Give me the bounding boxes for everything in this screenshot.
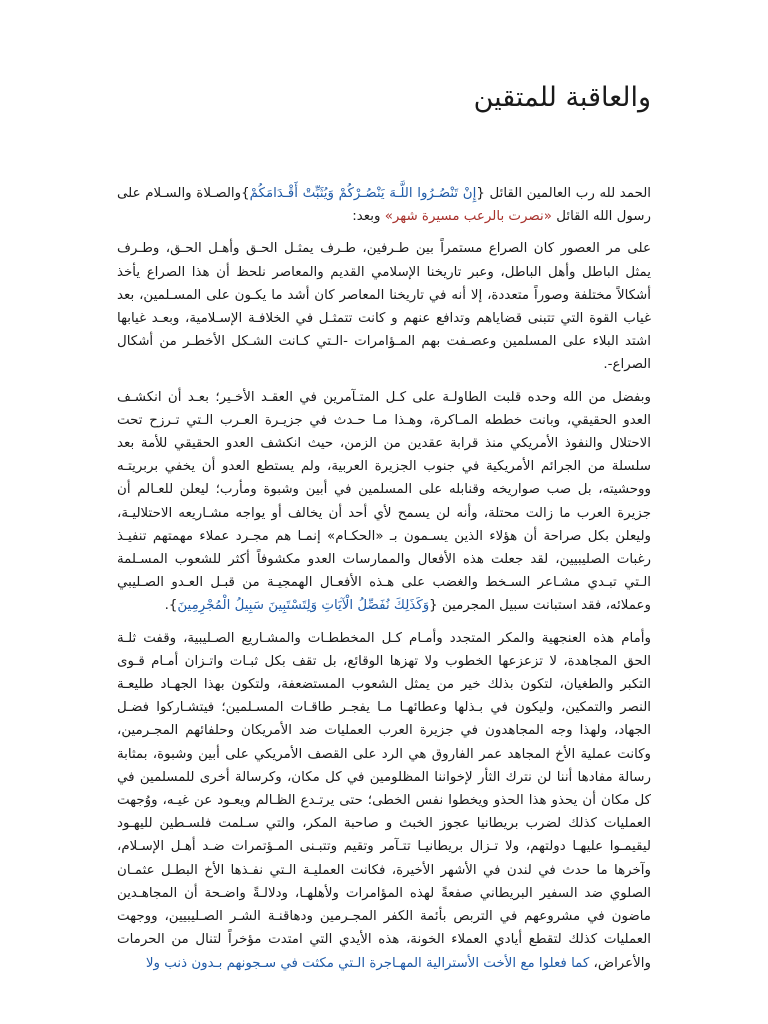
body-text: وبفضل من الله وحده قلبت الطاولـة على كـل المتـآمرين في العقـد الأخـير؛ بعـد أن انكشـف العدو الحقيقي، وبانت خططه المـاكرة، وهـذا مـا حـدث في جزيـرة العـرب الـتي تـرزح تحت الاحتلال والنفوذ الأمريكي منذ قرابة عقدين من الزمن، حيث انكشف العدو الحقيقي للأمة بعد سلسلة من الجرائم الأمريكية في جنوب الجزيرة العربية، ولم يستطع العدو أن يخفي بربريتـه ووحشيته، بل صب صواريخه وقنابله على المسلمين في أبين وشبوة ومأرب؛ ليعلن للعـالم أن جزيرة العرب ما زالت محتلة، وأنه لن يسمح لأي أحد أن يخالف أو يواجه مشـاريعه الاحتلاليـة، وليعلن بكل صراحة أن هؤلاء الذين يسـمون بـ «الحكـام» إنمـا هم مجـرد عملاء مهمتهم تنفيـذ رغبات الصليبيين، لقد جعلت هذه الأفعال والممارسات العدو مكشوفاً أكثر للشعوب المسـلمة الـتي تبـدي مشـاعر السـخط والغضب على هـذه الأفعـال الهمجيـة من قبـل العـدو الصـليبي وعملائه، فقد استبانت سبيل المجرمين { (117, 389, 651, 614)
paragraph-intro (117, 182, 651, 228)
paragraph-body (117, 386, 651, 618)
paragraph-body (117, 627, 651, 975)
quran-verse: وَكَذَلِكَ نُفَصِّلُ الْآيَاتِ وَلِتَسْتَبِينَ سَبِيلُ الْمُجْرِمِينَ (177, 598, 430, 614)
intro-text: }والصـلاة والسـلام على رسول الله القائل (117, 186, 651, 225)
intro-text: الحمد لله رب العالمين القائل { (476, 186, 652, 201)
paragraph-body (117, 237, 651, 376)
body-text: وأمام هذه العنجهية والمكر المتجدد وأمـام كـل المخططـات والمشـاريع الصـليبية، وقفت ثلـة الحق المجاهدة، لا تزعزعها الخطوب ولا تهزها الوقائع، بل تقف بكل ثبـات واتـزان أمـام قـوى التكبر والطغيان، لتكون بذلك خير من يمثل الشعوب المستضعفة، ولتكون بهذا الجهـاد طليعـة النصر والتمكين، وليكون في بـذلها وعطائهـا مـا يفجـر طاقـات المسـلمين؛ فيتشـاركوا فضـل الجهاد، ولهذا وجه المجاهدون في جزيرة العرب العمليات ضد الأمريكان وحلفائهم المجـرمين، وكانت عملية الأخ المجاهد عمر الفاروق هي الرد على القصف الأمريكي على أبين وشبوة، بمثابة رسالة مفادها أننا لن نترك الثأر لإخواننا المظلومين في كل مكان، وكرسالة أخرى للمسلمين في كل مكان أن يحذو هذا الحذو ويخطوا نفس الخطى؛ حتى يرتـدع الظـالم ويعـود عن غيـه، ووُجهت العمليات كذلك لضرب بريطانيا عجوز الخبث و صاحبة المكر، والتي سـلمت فلسـطين لليهـود ليقيمـوا عليهـا دولتهم، ولا تـزال بريطانيـا تتـآمر وتقيم وتتبـنى المـؤتمرات ضـد أهـل الإسـلام، وآخرها ما حدث في لندن في الأشهر الأخيرة، فكانت العمليـة الـتي نفـذها الأخ البطـل عثمـان الصلوي ضد السفير البريطاني صفعةً لهذه المؤامرات ولأهلهـا، ودلالـةً واضـحة أن المجاهـدين ماضون في مشروعهم في التربص بأئمة الكفر المجـرمين ودهاقنـة الشـر الصـليبيين، ووجهت العمليات كذلك لتقطع أيادي العملاء الخونة، هذه الأيدي التي امتدت مؤخراً لتنال من الحرمات والأعراض، (117, 630, 651, 971)
document-title: والعاقبة للمتقين (473, 82, 651, 113)
body-text: على مر العصور كان الصراع مستمراً بين طـرفين، طـرف يمثـل الحـق وأهـل الحـق، وطـرف يمثل الباطل وأهل الباطل، وعبر تاريخنا الإسلامي القديم والمعاصر نلحظ أن هذا الصراع يأخذ أشكالاً مختلفة وصوراً متعددة، إلا أنه في تاريخنا المعاصر كان أشد ما يكـون على المسـلمين، بعد غياب القوة التي تتبنى قضاياهم وتدافع عنهم و كانت تتمثـل في الخلافـة الإسـلامية، وبعـد غيابها اشتد البلاء على المسلمين وعصـفت بهم المـؤامرات -الـتي كـانت الشـكل الأخطـر من أشكال الصراع-. (117, 241, 651, 373)
document-body (117, 182, 651, 984)
highlighted-text-link[interactable]: كما فعلوا مع الأخت الأسترالية المهـاجرة الـتي مكثت في سـجونهم بـدون ذنب ولا (145, 955, 590, 971)
quran-verse: إِنْ تَنْصُـرُوا اللَّـهَ يَنْصُـرْكُمْ وَيُثَبِّتْ أَقْـدَامَكُمْ (249, 186, 477, 201)
body-text: }. (164, 598, 178, 614)
intro-text: وبعد: (352, 209, 385, 225)
hadith-quote: «نصرت بالرعب مسيرة شهر» (384, 209, 552, 225)
